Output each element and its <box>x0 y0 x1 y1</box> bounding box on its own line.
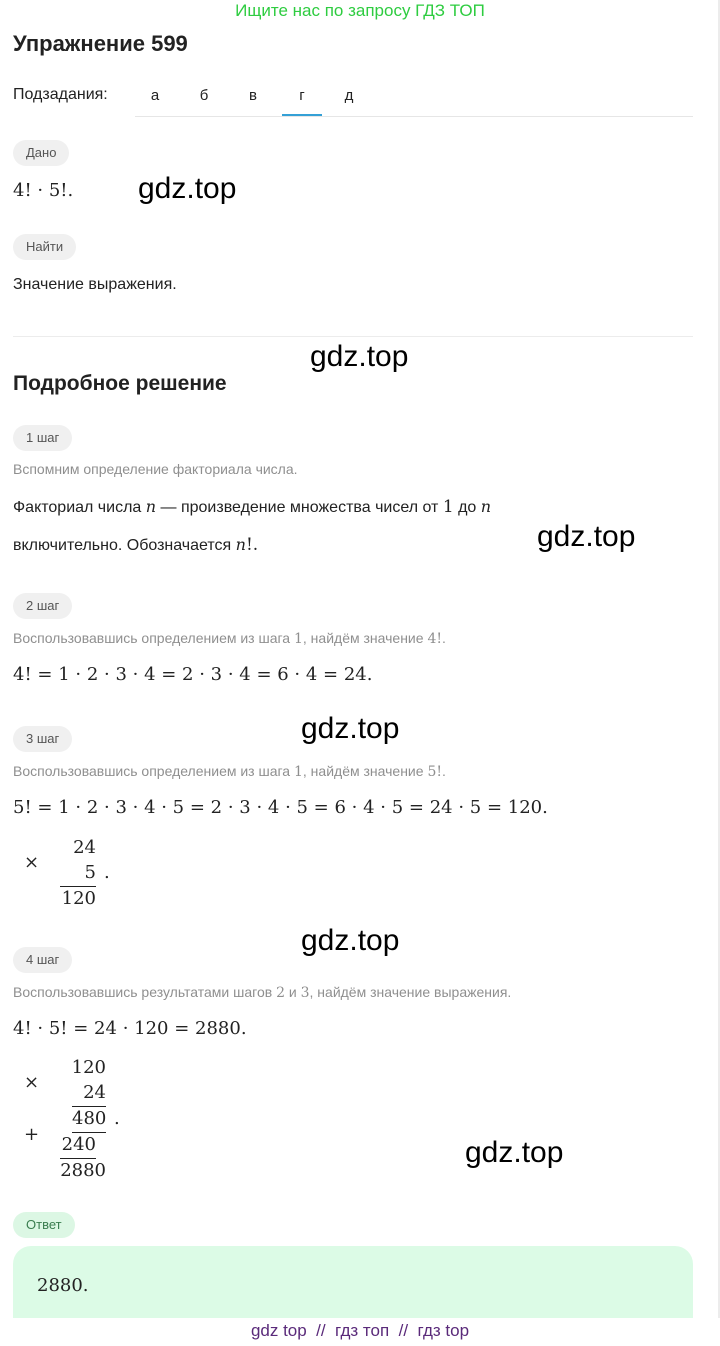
column-operand: 24 <box>73 837 96 858</box>
multiply-sign: × <box>24 1072 40 1093</box>
def-text: Факториал числа <box>13 499 146 516</box>
watermark: gdz.top <box>465 1136 564 1169</box>
column-result: 120 <box>61 888 96 909</box>
column-dot: . <box>114 1108 120 1129</box>
hint-text: Воспользовавшись результатами шагов <box>13 984 277 1000</box>
watermark: gdz.top <box>301 712 400 745</box>
watermark: gdz.top <box>301 924 400 957</box>
step-4-hint <box>13 984 511 1001</box>
step-3-expression: 5! = 1 · 2 · 3 · 4 · 5 = 2 · 3 · 4 · 5 = 6 · 4 · 5 = 24 · 5 = 120. <box>13 797 548 818</box>
find-badge-wrap <box>13 234 76 260</box>
tab-d[interactable]: д <box>344 87 354 104</box>
hint-text: и <box>284 984 301 1000</box>
hint-text: . <box>441 630 446 646</box>
step-1-badge-wrap <box>13 425 72 451</box>
var-n: n <box>235 535 246 554</box>
step-2-badge-wrap <box>13 593 72 619</box>
hint-text: Воспользовавшись определением из шага <box>13 630 294 646</box>
notation-tail: !. <box>245 535 259 555</box>
tab-g-active[interactable]: г <box>282 80 322 116</box>
step-2-badge: 2 шаг <box>13 593 72 619</box>
step-1-notation <box>13 534 258 557</box>
answer-box <box>13 1246 693 1326</box>
step-2-hint <box>13 630 446 647</box>
hint-number: 1 <box>293 764 303 780</box>
section-divider <box>13 336 693 337</box>
step-3-badge-wrap <box>13 726 72 752</box>
watermark: gdz.top <box>310 340 409 373</box>
exercise-title: Упражнение 599 <box>13 31 188 56</box>
column-operand: 120 <box>71 1057 106 1078</box>
tab-b[interactable]: б <box>199 87 209 104</box>
column-partial: 240 <box>60 1134 96 1159</box>
given-expression: 4! · 5!. <box>13 180 74 201</box>
find-badge: Найти <box>13 234 76 260</box>
def-text: включительно. Обозначается <box>13 537 236 554</box>
multiply-sign: × <box>24 852 40 873</box>
solution-title: Подробное решение <box>13 372 227 395</box>
subtasks-tabs <box>135 80 693 117</box>
column-result: 2880 <box>60 1160 106 1181</box>
step-1-hint: Вспомним определение факториала числа. <box>13 461 298 477</box>
footer-links[interactable]: gdz top // гдз топ // гдз top <box>0 1318 720 1346</box>
hint-text: . <box>441 763 446 779</box>
step-3-badge: 3 шаг <box>13 726 72 752</box>
step-2-expression: 4! = 1 · 2 · 3 · 4 = 2 · 3 · 4 = 6 · 4 = 24. <box>13 664 373 685</box>
watermark: gdz.top <box>537 520 636 553</box>
tab-a[interactable]: а <box>150 87 160 104</box>
hint-number: 3 <box>300 985 310 1001</box>
var-n: n <box>145 497 157 516</box>
hint-value: 4! <box>427 631 442 647</box>
answer-value: 2880. <box>37 1275 89 1296</box>
column-dot: . <box>104 862 110 883</box>
hint-text: Воспользовавшись определением из шага <box>13 763 294 779</box>
hint-number: 2 <box>276 985 285 1001</box>
step-1-definition <box>13 496 491 519</box>
column-partial: 480 <box>72 1108 106 1133</box>
step-4-expression: 4! · 5! = 24 · 120 = 2880. <box>13 1018 247 1039</box>
column-operand: 5 <box>60 862 96 887</box>
given-badge-wrap <box>13 140 69 166</box>
column-operand: 24 <box>72 1082 106 1107</box>
hint-value: 5! <box>427 764 442 780</box>
var-n: n <box>480 497 492 516</box>
subtasks-label: Подзадания: <box>13 86 108 103</box>
def-text: до <box>453 499 481 516</box>
tab-v[interactable]: в <box>249 87 257 104</box>
num-one: 1 <box>442 497 454 517</box>
answer-badge: Ответ <box>13 1212 75 1238</box>
def-text: — произведение множества чисел от <box>156 499 443 516</box>
hint-text: , найдём значение <box>302 630 428 646</box>
step-1-badge: 1 шаг <box>13 425 72 451</box>
step-4-badge-wrap <box>13 947 72 973</box>
step-3-hint <box>13 763 446 780</box>
add-sign: + <box>24 1124 40 1145</box>
step-4-badge: 4 шаг <box>13 947 72 973</box>
search-banner[interactable]: Ищите нас по запросу ГДЗ ТОП <box>235 1 485 20</box>
hint-text: , найдём значение выражения. <box>309 984 512 1000</box>
hint-text: , найдём значение <box>302 763 428 779</box>
find-text: Значение выражения. <box>13 276 177 293</box>
watermark: gdz.top <box>138 172 237 205</box>
answer-badge-wrap <box>13 1212 75 1238</box>
hint-number: 1 <box>293 631 303 647</box>
given-badge: Дано <box>13 140 69 166</box>
